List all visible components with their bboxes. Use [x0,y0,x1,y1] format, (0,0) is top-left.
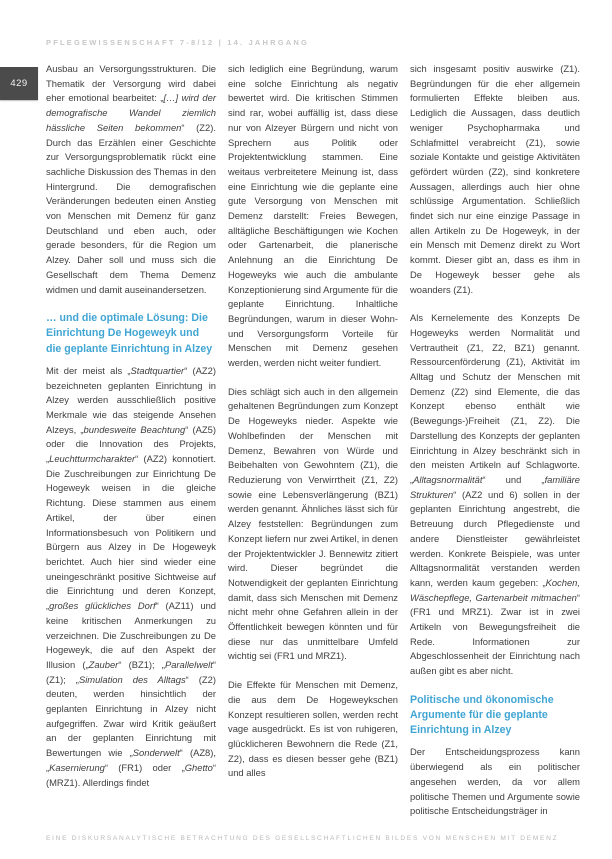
body-paragraph: Ausbau an Versorgungsstrukturen. Die Thematik der Versorgung wird dabei eher emotional bearbeitet: „[…] wird der demografische Wandel ziemlich hässliche Seiten bekommen“ (Z2). Durch das Erzählen einer Geschichte zur Versorgungsproblematik rückt eine sachliche Diskussion des Themas in den Hintergrund. Die demografischen Veränderungen bedeuten einen Anstieg von Menschen mit Demenz für ganz Deutschland und eben auch, oder gerade besonders, für die Region um Alzey. Daher soll und muss sich die Gesellschaft dem Thema Demenz widmen und damit auseinandersetzen. [46,63,216,295]
body-paragraph: Der Entscheidungsprozess kann überwiegend als ein politischer angesehen werden, da vor allem politische Themen und Argumente sowie politische Entscheidungsträger in [410,746,580,817]
body-paragraph: sich insgesamt positiv auswirke (Z1). Begründungen für die eher allgemein formulierten Effekte bleiben aus. Lediglich die Aussagen, dass deutlich weniger Psychopharmaka und Schlafmittel verabreicht (Z1), sowie soziale Kontakte und geistige Aktivitäten gefördert würden (Z2), sind konkretere Aussagen, allerdings auch hier ohne schlüssige Argumentation. Schließlich findet sich nur eine einzige Passage in allen Artikeln zu De Hogeweyk, in der ein Mensch mit Demenz direkt zu Wort kommt. Dieser gibt an, dass es ihm in De Hogeweyk besser gehe als woanders (Z1). [410,63,580,295]
body-paragraph: sich lediglich eine Begründung, warum eine solche Einrichtung als negativ bewertet wird. Die kritischen Stimmen sind rar, wobei auffällig ist, dass diese nur von Alzeyer Bürgern und nicht von Sprechern aus Politik oder Projektentwicklung stammen. Eine weitaus verbreitetere Meinung ist, dass eine Einrichtung wie die geplante eine gute Versorgung von Menschen mit Demenz darstellt: Freies Bewegen, alltägliche Beschäftigungen wie Kochen oder Gartenarbeit, die planerische Anlehnung an die Einrichtung De Hogeweyks wie auch die ambulante Konzeptionierung sind Argumente für die geplante Einrichtung. Inhaltliche Begründungen, warum in dieser Wohn- und Versorgungsform Vorteile für Menschen mit Demenz gesehen werden, werden nicht weiter fundiert. [228,63,398,369]
section-heading: Politische und ökonomische Argumente für die geplante Einrichtung in Alzey [410,693,554,737]
column-1 [46,62,216,833]
body-paragraph: Mit der meist als „Stadtquartier“ (AZ2) bezeichneten geplanten Einrichtung in Alzey werden ausschließlich positive Merkmale wie das steigende Ansehen Alzeys, „bundesweite Beachtung“ (AZ5) oder die Innovation des Projekts, „Leuchtturmcharakter“ (AZ2) konnotiert. Die Zuschreibungen zur Einrichtung De Hogeweyk weisen in die gleiche Richtung. Diese stammen aus einem Artikel, der über einen Informationsbesuch von Politikern und Bürgern aus Alzey in De Hogeweyk berichtet. Auch hier sind wieder eine uneingeschränkt positive Sichtweise auf die Einrichtung und deren Konzept, „großes glückliches Dorf“ (AZ11) und keine kritischen Anmerkungen zu verzeichnen. Die Zuschreibungen zu De Hogeweyk, die auf den Aspekt der Illusion („Zauber“ (BZ1); „Parallelwelt“ (Z1); „Simulation des Alltags“ (Z2) deuten, werden hinsichtlich der geplanten Einrichtung in Alzey nicht aufgegriffen. Zwar wird Kritik geäußert an der geplanten Einrichtung mit Bewertungen wie „Sonderwelt“ (AZ8), „Kasernierung“ (FR1) oder „Ghetto“ (MRZ1). Allerdings findet [46,364,216,788]
body-paragraph: Die Effekte für Menschen mit Demenz, die aus dem De Hogeweykschen Konzept resultieren sollen, werden recht vage ausgedrückt. Es ist von ruhigeren, glücklicheren Bewohnern die Rede (Z1, Z2), dass es diesen besser gehe (BZ1) und alles [228,679,398,779]
column-3 [410,62,580,833]
page-number-badge: 429 [0,67,38,100]
article-body [46,62,580,833]
journal-header: PFLEGEWISSENSCHAFT 7-8/12 | 14. JAHRGANG [46,38,310,47]
body-paragraph: Dies schlägt sich auch in den allgemein gehaltenen Begründungen zum Konzept De Hogeweyks nieder. Aspekte wie Wohlbefinden der Menschen mit Demenz, Bewahren von Würde und Beibehalten von Gewohntem (Z1), die Reduzierung von Verwirrtheit (Z1, Z2) sowie eine Lebensverlängerung (BZ1) werden genannt. Ähnliches lässt sich für Alzey feststellen: Begründungen zum Konzept liefern nur zwei Artikel, in denen der Projektentwickler J. Bennewitz zitiert wird. Dieser begründet die Notwendigkeit der geplanten Einrichtung damit, dass sich Menschen mit Demenz nicht mehr ohne Gefahren allein in der Öffentlichkeit bewegen könnten und für diese nur das unmittelbare Umfeld wichtig sei (FR1 und MRZ1). [228,385,398,662]
column-2 [228,62,398,833]
body-paragraph: Als Kernelemente des Konzepts De Hogeweyks werden Normalität und Vertrautheit (Z1, Z2, BZ1) genannt. Ressourcenförderung (Z1), Aktivität im Alltag und Schutz der Menschen mit Demenz (Z2) sind Elemente, die das Konzept ebenso enthält wie (Bewegungs-)Freiheit (Z1, Z2). Die Darstellung des Konzepts der geplanten Einrichtung in Alzey beschränkt sich in den meisten Artikeln auf Schlagworte. „Alltagsnormalität“ und „familiäre Strukturen“ (AZ2 und 6) sollen in der geplanten Einrichtung angestrebt, die Betreuung durch Pflegedienste und andere Dienstleister gewährleistet werden. Konkrete Beispiele, was unter Alltagsnormalität verstanden werden kann, werden kaum gegeben: „Kochen, Wäschepflege, Gartenarbeit mitmachen“ (FR1 und MRZ1). Zwar ist in zwei Artikeln von Bewegungsfreiheit die Rede. Informationen zur Abgeschlossenheit der Einrichtung nach außen gibt es aber nicht. [410,312,580,677]
footer-citation: EINE DISKURSANALYTISCHE BETRACHTUNG DES GESELLSCHAFTLICHEN BILDES VON MENSCHEN MIT DEMENZ [46,835,559,842]
section-heading: … und die optimale Lösung: Die Einrichtung De Hogeweyk und die geplante Einrichtung in Alzey [46,312,213,355]
